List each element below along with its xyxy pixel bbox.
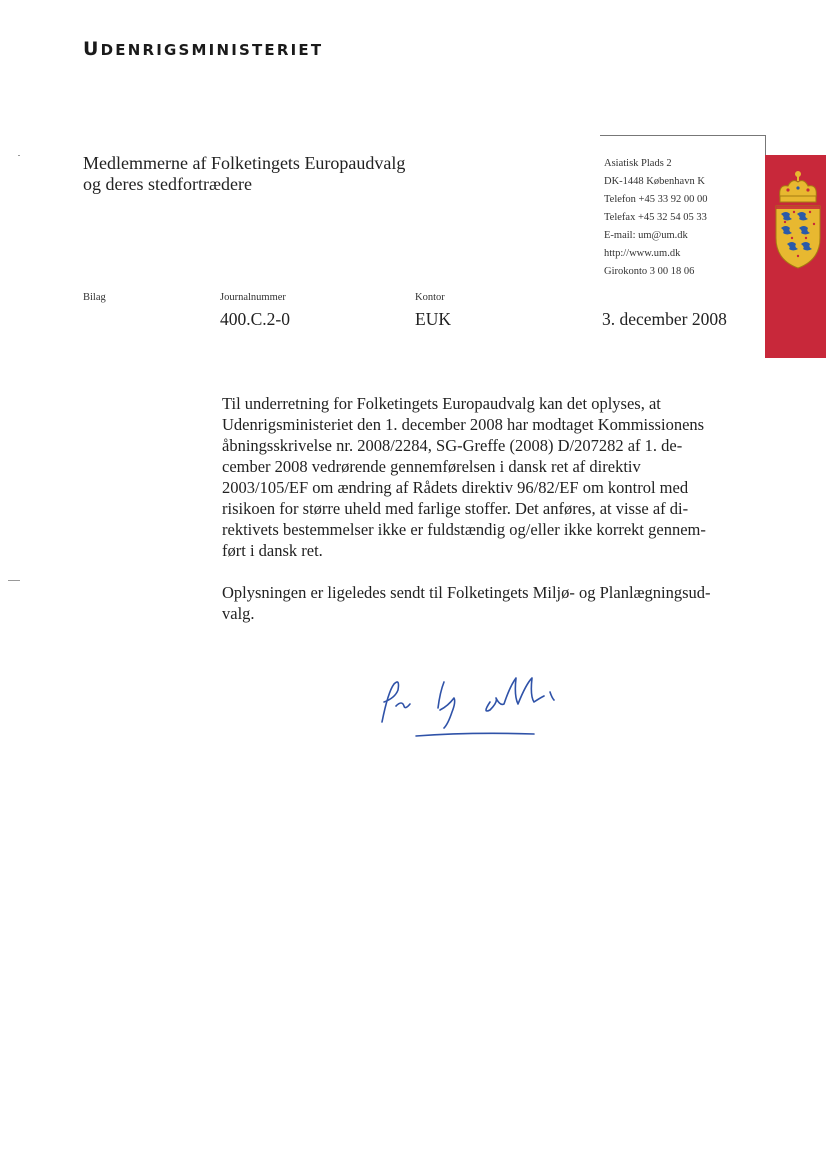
contact-divider bbox=[600, 135, 766, 136]
punch-mark bbox=[8, 580, 20, 581]
paragraph-spacer bbox=[222, 561, 738, 582]
body-line: Oplysningen er ligeledes sendt til Folketingets Miljø- og Planlægningsud- bbox=[222, 583, 711, 602]
journal-number-value: 400.C.2-0 bbox=[220, 309, 290, 329]
contact-divider-edge bbox=[765, 135, 766, 155]
letter-date: 3. december 2008 bbox=[602, 309, 727, 329]
office-label: Kontor bbox=[415, 292, 445, 303]
body-line: Udenrigsministeriet den 1. december 2008 har modtaget Kommissionens bbox=[222, 415, 705, 434]
body-line: cember 2008 vedrørende gennemførelsen i dansk ret af direktiv bbox=[222, 457, 641, 476]
body-line: ført i dansk ret. bbox=[222, 541, 323, 560]
handwritten-signature bbox=[370, 662, 600, 747]
ministry-name: UDENRIGSMINISTERIET bbox=[83, 38, 324, 60]
royal-coat-of-arms-icon bbox=[770, 168, 826, 272]
body-line: åbningsskrivelse nr. 2008/2284, SG-Greffe (2008) D/207282 af 1. de- bbox=[222, 436, 683, 455]
contact-block bbox=[604, 155, 707, 281]
fold-mark bbox=[18, 155, 20, 156]
recipient-line-1: Medlemmerne af Folketingets Europaudvalg bbox=[83, 153, 406, 173]
body-line: rektivets bestemmelser ikke er fuldstændig og/eller ikke korrekt gennem- bbox=[222, 520, 706, 539]
recipient-line-2: og deres stedfortrædere bbox=[83, 174, 252, 194]
body-line: risikoen for større uheld med farlige stoffer. Det anføres, at visse af di- bbox=[222, 499, 689, 518]
body-line: valg. bbox=[222, 604, 255, 623]
contact-email: E-mail: um@um.dk bbox=[604, 230, 688, 241]
body-paragraph-1 bbox=[222, 393, 738, 561]
letter-body bbox=[222, 393, 738, 624]
recipient-block bbox=[83, 153, 405, 195]
contact-address: Asiatisk Plads 2 bbox=[604, 158, 672, 169]
contact-fax: Telefax +45 32 54 05 33 bbox=[604, 212, 707, 223]
contact-giro: Girokonto 3 00 18 06 bbox=[604, 266, 695, 277]
body-line: Til underretning for Folketingets Europaudvalg kan det oplyses, at bbox=[222, 394, 661, 413]
journal-number-label: Journalnummer bbox=[220, 292, 286, 303]
office-value: EUK bbox=[415, 309, 451, 329]
bilag-label: Bilag bbox=[83, 292, 106, 303]
body-line: 2003/105/EF om ændring af Rådets direktiv 96/82/EF om kontrol med bbox=[222, 478, 689, 497]
contact-phone: Telefon +45 33 92 00 00 bbox=[604, 194, 708, 205]
contact-postal: DK-1448 København K bbox=[604, 176, 705, 187]
contact-website: http://www.um.dk bbox=[604, 248, 681, 259]
body-paragraph-2 bbox=[222, 582, 738, 624]
